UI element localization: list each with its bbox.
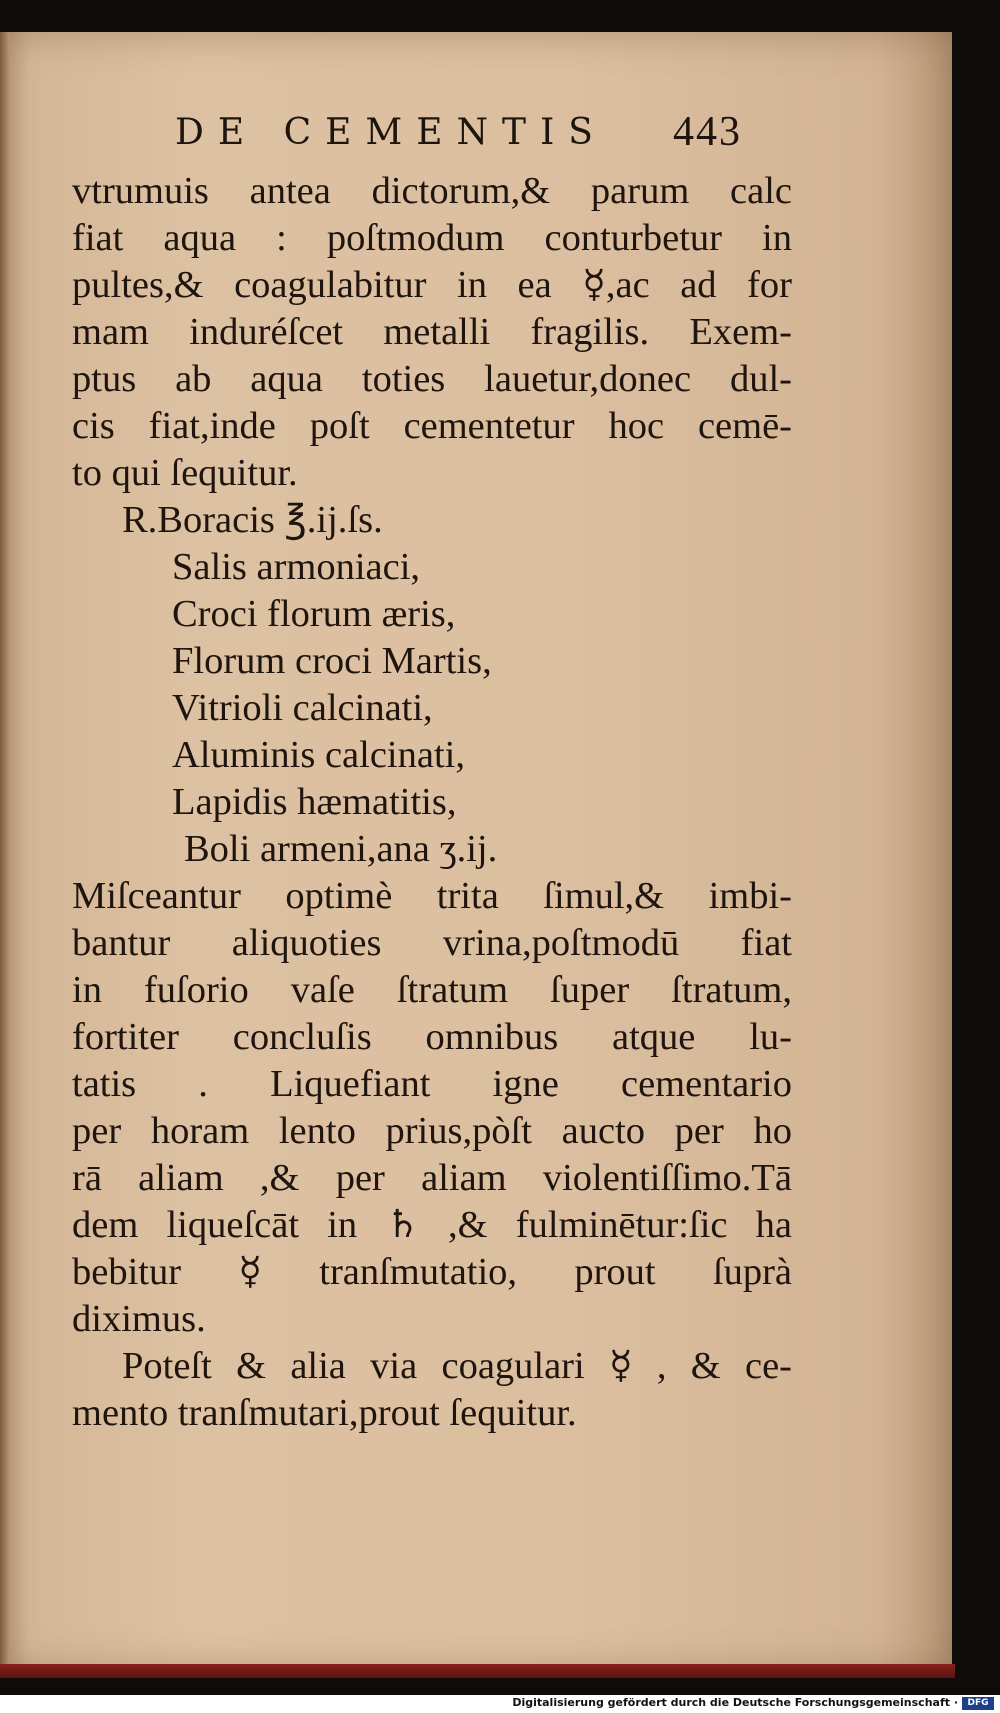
recipe-item: Vitrioli calcinati, bbox=[172, 687, 433, 729]
text-line: ptus ab aqua toties lauetur,donec dul- bbox=[72, 358, 792, 400]
recipe-item: Lapidis hæmatitis, bbox=[172, 781, 457, 823]
text-line: pultes,& coagulabitur in ea ☿,ac ad for bbox=[72, 264, 792, 306]
text-line: tatis . Liquefiant igne cementario bbox=[72, 1063, 792, 1105]
text-line: diximus. bbox=[72, 1298, 206, 1340]
dfg-logo: DFG bbox=[962, 1697, 994, 1710]
text-line: fortiter concluſis omnibus atque lu- bbox=[72, 1016, 792, 1058]
digitization-footer bbox=[0, 1695, 1000, 1713]
page-header bbox=[175, 109, 775, 162]
recipe-first: R.Boracis ℥.ij.ſs. bbox=[122, 499, 383, 541]
text-line: fiat aqua : poſtmodum conturbetur in bbox=[72, 217, 792, 259]
main-text bbox=[72, 168, 792, 1437]
text-line: dem liqueſcāt in ♄ ,& fulminētur:ſic ha bbox=[72, 1204, 792, 1246]
recipe-item: Salis armoniaci, bbox=[172, 546, 421, 588]
book-edge-bottom bbox=[0, 1664, 955, 1678]
recipe-last: Boli armeni,ana ʒ.ij. bbox=[184, 828, 498, 870]
digitization-note: Digitalisierung gefördert durch die Deutsche Forschungsgemeinschaft · bbox=[512, 1696, 958, 1709]
text-line: to qui ſequitur. bbox=[72, 452, 298, 494]
text-line: rā aliam ,& per aliam violentiſſimo.Tā bbox=[72, 1157, 792, 1199]
recipe-item: Florum croci Martis, bbox=[172, 640, 492, 682]
text-line: Miſceantur optimè trita ſimul,& imbi- bbox=[72, 875, 792, 917]
page-number: 443 bbox=[673, 109, 742, 155]
text-line: mam induréſcet metalli fragilis. Exem- bbox=[72, 311, 792, 353]
page-gutter-edge bbox=[0, 32, 10, 1672]
text-line: in fuſorio vaſe ſtratum ſuper ſtratum, bbox=[72, 969, 792, 1011]
recipe-item: Croci florum æris, bbox=[172, 593, 456, 635]
text-line: Poteſt & alia via coagulari ☿ , & ce- bbox=[122, 1345, 792, 1387]
text-line: cis fiat,inde poſt cementetur hoc cemē- bbox=[72, 405, 792, 447]
text-line: bebitur ☿ tranſmutatio, prout ſuprà bbox=[72, 1251, 792, 1293]
text-line: mento tranſmutari,prout ſequitur. bbox=[72, 1392, 577, 1434]
recipe-item: Aluminis calcinati, bbox=[172, 734, 465, 776]
text-line: per horam lento prius,pòſt aucto per ho bbox=[72, 1110, 792, 1152]
text-line: vtrumuis antea dictorum,& parum calc bbox=[72, 170, 792, 212]
running-title: DE CEMENTIS bbox=[175, 112, 607, 153]
text-line: bantur aliquoties vrina,poſtmodū fiat bbox=[72, 922, 792, 964]
